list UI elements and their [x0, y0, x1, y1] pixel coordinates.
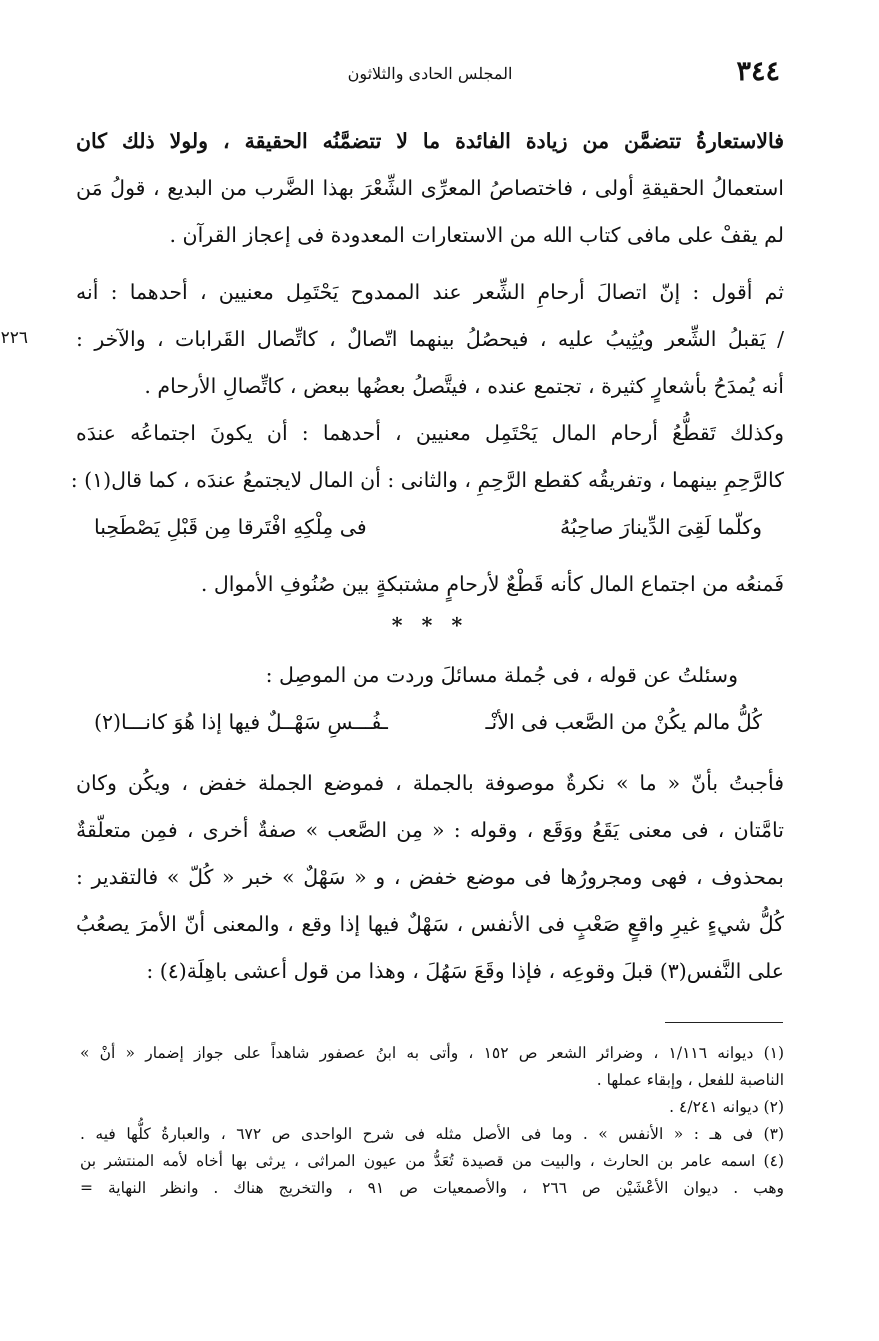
footnote-line: وهب . ديوان الأعْشَيْن ص ٢٦٦ ، والأصمعيات ص ٩١ ، والتخريج هناك . وانظر النهاية =: [80, 1179, 784, 1197]
paragraph-1: [76, 118, 784, 259]
text-line: بمحذوف ، فهى ومجرورُها فى موضع خفض ، و « سَهْلٌ » خبر « كُلّ » فالتقدير :: [76, 865, 784, 889]
text-line: كُلُّ شيءٍ غيرِ واقعٍ صَعْبٍ فى الأنفس ، سَهْلٌ فيها إذا وقع ، والمعنى أنّ الأمرَ يصعُبُ: [76, 912, 784, 936]
text-line: استعمالُ الحقيقةِ أولى ، فاختصاصُ المعرِّى الشِّعْرَ بهذا الضَّرب من البديع ، قولُ مَن: [76, 176, 784, 200]
verse-2: [76, 699, 784, 746]
footnote-line: (٤) اسمه عامر بن الحارث ، والبيت من قصيدة تُعَدُّ من عيون المراثى ، يرثى بها أخاه لأمه المنتشر بن: [80, 1152, 784, 1170]
paragraph-4: [76, 561, 784, 608]
footnote-line: الناصبة للفعل ، وإبقاء عملها .: [596, 1071, 784, 1089]
footnote-line: (٢) ديوانه ٤/٢٤١ .: [669, 1098, 784, 1116]
main-text: [70, 118, 784, 995]
footnote-line: (١) ديوانه ١/١١٦ ، وضرائر الشعر ص ١٥٢ ، وأتى به ابنُ عصفور شاهداً على جواز إضمار « أنْ »: [80, 1044, 785, 1062]
verse-hemistich-left: ـفُـــسِ سَهْــلٌ فيها إذا هُوَ كانـــا(٢): [94, 710, 388, 734]
book-page: ٣٤٤ المجلس الحادى والثلاثون ٢٢٦ فالاستعارةُ تتضمَّن من زيادة الفائدة ما لا تتضمَّنُه الحقيقة ، ولولا ذلك كان استعمالُ الحقيقةِ أولى ، فاختصاصُ المعرِّى الشِّعْرَ بهذا الضَّرب من البديع ، قولُ مَن لم يقفْ على مافى كتاب الله من الاستعارات المعدودة فى إعجاز القرآن . ثم أقول : إنّ اتصالَ أرحامِ الشِّعر عند الممدوح يَحْتَمِل معنيين ، أحدهما : أنه / يَقبلُ الشِّعر ويُثِيبُ عليه ، فيحصُلُ بينهما اتّصالٌ ، كاتِّصال القَرابات ، والآخر : أنه يُمدَحُ بأشعارٍ كثيرة ، تجتمع عنده ، فيتَّصلُ بعضُها ببعض ، كاتِّصالِ الأرحام . وكذلك تَقطُّعُ أرحام المال يَحْتَمِل معنيين ، أحدهما : أن يكونَ اجتماعُه عندَه كالرَّحِمِ بينهما ، وتفريقُه كقطع الرَّحِمِ ، والثانى : أن المال لايجتمعُ عندَه ، كما قال(١) : وكلّما لَقِىَ الدِّينارَ صاحِبُهُ فى مِلْكِهِ افْتَرقا مِن قَبْلِ يَصْطَحِبا فَمنعُه من اجتماع المال كأنه قَطْعٌ لأرحامٍ مشتبكةٍ بين صُنُوفِ الأموال . * * * وسئلتُ عن قوله ، فى جُملة مسائلَ وردت من الموصِل : كُلُّ مالم يكُنْ من الصَّعب فى الأنْـ ـفُـــسِ سَهْــلٌ فيها إذا هُوَ كانـــا(٢) فأجبتُ بأنّ « ما » نكرةٌ موصوفة بالجملة ، فموضع الجملة خفض ، ويكُن وكان تامَّتان ، فى معنى يَقَعُ ووَقَع ، وقوله : « مِن الصَّعب » صفةٌ أخرى ، فمِن متعلّقةٌ بمحذوف ، فهى ومجرورُها فى موضع خفض ، و « سَهْلٌ » خبر « كُلّ » فالتقدير : كُلُّ شيءٍ غيرِ واقعٍ صَعْبٍ فى الأنفس ، سَهْلٌ فيها إذا وقع ، والمعنى أنّ الأمرَ يصعُبُ على النَّفس(٣) قبلَ وقوعِه ، فإذا وقَعَ سَهُلَ ، وهذا من قول أعشى باهِلَة(٤) : (١) ديوانه ١/١١٦ ، وضرائر الشعر ص ١٥٢ ، وأتى به ابنُ عصفور شاهداً على جواز إضمار « أنْ » الناصبة للفعل ، وإبقاء عملها . (٢) ديوانه ٤/٢٤١ . (٣) فى هـ : « الأنفس » . وما فى الأصل مثله فى شرح الواحدى ص ٦٧٢ ، والعبارةُ كلُّها فيه . (٤) اسمه عامر بن الحارث ، والبيت من قصيدة تُعَدُّ من عيون المراثى ، يرثى بها أخاه لأمه المنتشر بن وهب . ديوان الأعْشَيْن ص ٢٦٦ ، والأصمعيات ص ٩١ ، والتخريج هناك . وانظر النهاية =: [0, 0, 879, 1341]
verse-1: [76, 504, 784, 551]
text-line: لم يقفْ على مافى كتاب الله من الاستعارات المعدودة فى إعجاز القرآن .: [169, 223, 784, 247]
paragraph-2: [76, 269, 784, 410]
text-line: وكذلك تَقطُّعُ أرحام المال يَحْتَمِل معنيين ، أحدهما : أن يكونَ اجتماعُه عندَه: [76, 421, 784, 445]
text-line: فَمنعُه من اجتماع المال كأنه قَطْعٌ لأرحامٍ مشتبكةٍ بين صُنُوفِ الأموال .: [200, 572, 784, 596]
verse-hemistich-right: وكلّما لَقِىَ الدِّينارَ صاحِبُهُ: [559, 515, 762, 539]
running-title: المجلس الحادى والثلاثون: [347, 64, 513, 83]
paragraph-6: [76, 760, 784, 995]
text-line: على النَّفس(٣) قبلَ وقوعِه ، فإذا وقَعَ سَهُلَ ، وهذا من قول أعشى باهِلَة(٤) :: [146, 959, 784, 983]
text-line: فالاستعارةُ تتضمَّن من زيادة الفائدة ما لا تتضمَّنُه الحقيقة ، ولولا ذلك كان: [76, 129, 784, 153]
page-header: [80, 56, 780, 92]
footnote-divider: [665, 1022, 783, 1023]
page-number: ٣٤٤: [736, 56, 780, 87]
footnote-line: (٣) فى هـ : « الأنفس » . وما فى الأصل مثله فى شرح الواحدى ص ٦٧٢ ، والعبارةُ كلُّها فيه .: [80, 1125, 784, 1143]
section-separator: * * *: [391, 613, 469, 637]
paragraph-5: [76, 652, 784, 699]
footnotes: [80, 1040, 784, 1202]
text-line: أنه يُمدَحُ بأشعارٍ كثيرة ، تجتمع عنده ، فيتَّصلُ بعضُها ببعض ، كاتِّصالِ الأرحام .: [144, 374, 784, 398]
verse-hemistich-left: فى مِلْكِهِ افْتَرقا مِن قَبْلِ يَصْطَحِبا: [94, 515, 367, 539]
text-line: فأجبتُ بأنّ « ما » نكرةٌ موصوفة بالجملة ، فموضع الجملة خفض ، ويكُن وكان: [76, 771, 784, 795]
text-line: تامَّتان ، فى معنى يَقَعُ ووَقَع ، وقوله : « مِن الصَّعب » صفةٌ أخرى ، فمِن متعلّقةٌ: [76, 818, 784, 842]
paragraph-3: [70, 410, 784, 504]
verse-hemistich-right: كُلُّ مالم يكُنْ من الصَّعب فى الأنْـ: [485, 710, 762, 734]
text-line: كالرَّحِمِ بينهما ، وتفريقُه كقطع الرَّحِمِ ، والثانى : أن المال لايجتمعُ عندَه ، كما قال(١) :: [70, 468, 784, 492]
text-line: وسئلتُ عن قوله ، فى جُملة مسائلَ وردت من الموصِل :: [265, 663, 738, 687]
text-line: ثم أقول : إنّ اتصالَ أرحامِ الشِّعر عند الممدوح يَحْتَمِل معنيين ، أحدهما : أنه: [76, 280, 784, 304]
text-line: / يَقبلُ الشِّعر ويُثِيبُ عليه ، فيحصُلُ بينهما اتّصالٌ ، كاتِّصال القَرابات ، والآخر :: [76, 327, 784, 351]
